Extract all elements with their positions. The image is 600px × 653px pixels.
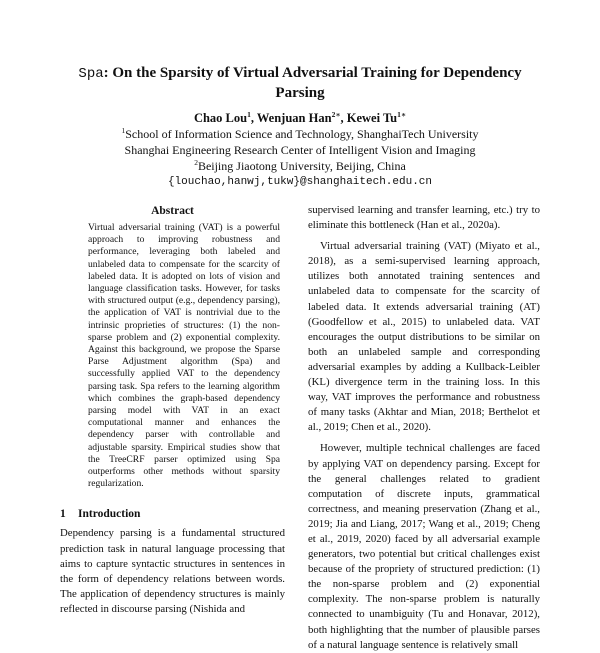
title-rest: : On the Sparsity of Virtual Adversarial Training for Dependency Parsing (103, 65, 522, 101)
author-name: Wenjuan Han (256, 111, 332, 125)
body-paragraph: supervised learning and transfer learning, etc.) try to eliminate this bottleneck (Han et al., 2020a). (308, 204, 540, 232)
author-superscript: 1∗ (397, 109, 407, 119)
affiliation-superscript: 2 (194, 158, 198, 167)
section-title: Introduction (78, 508, 141, 521)
intro-paragraph: Dependency parsing is a fundamental structured prediction task in natural language processing that aims to capture syntactic structures in sentences in the form of dependency relations between words. The application of dependency structures is mainly reflected in discourse parsing (Nishida and (60, 527, 285, 615)
body-paragraph: Virtual adversarial training (VAT) (Miyato et al., 2018), as a semi-supervised learning approach, utilizes both annotated training sentences and unlabeled data to compensate for the scarcity of labeled data. It extends adversarial training (AT) (Goodfellow et al., 2015) to unlabeled data. VAT encourages the output distributions to be similar on both an unlabeled sample and corresponding adversarial examples by adding a Kullback-Leibler (KL) divergence term in the training loss. In this way, VAT improves the performance and robustness of many tasks (Akhtar and Mian, 2018; Berthelot et al., 2019; Chen et al., 2020). (308, 240, 540, 434)
abstract-text: Virtual adversarial training (VAT) is a powerful approach to improving robustness and performance, leveraging both labeled and unlabeled data to compensate for the scarcity of labeled data. It is adopted on lots of vision and language classification tasks. However, for tasks with structured output (e.g., dependency parsing), the application of VAT is nontrivial due to the intrinsic proprieties of structures: (1) the non-sparse problem and (2) exponential complexity. Against this background, we propose the Sparse Parse Adjustment algorithm (Spa) and successfully applied VAT to the dependency parsing task. Spa refers to the learning algorithm which combines the graph-based dependency parsing model with VAT in an exact computational manner and enhances the dependency parser with controllable and adjustable sparsity. Empirical studies show that the TreeCRF parser optimized using Spa outperforms other methods without sparsity regularization. (88, 222, 280, 490)
body-paragraph: However, multiple technical challenges are faced by applying VAT on dependency parsing. Except for the general challenges related to gradient computation of discrete inputs, grammatical correctness, and meaning preservation (Zhang et al., 2019; Jia and Liang, 2017; Wang et al., 2019; Cheng et al., 2019, 2020) faced by all adversarial example generators, two potential but critical challenges exist because of the propriety of structured prediction: (1) the non-sparse problem and (2) exponential complexity. The non-sparse problem is naturally connected to unambiguity (Tu and Honavar, 2012), both highlighting that the number of plausible parses of a natural language sentence is relatively small (308, 442, 540, 651)
author-separator: , (340, 111, 347, 125)
section-heading (60, 506, 285, 522)
right-column (308, 203, 540, 653)
title-prefix: Spa (78, 66, 104, 82)
author-name: Kewei Tu (346, 111, 398, 125)
paper-title (60, 64, 540, 103)
affiliation-superscript: 1 (121, 126, 126, 135)
affiliation-line: $^1$School of Information Science and Technology, ShanghaiTech University (121, 126, 479, 141)
abstract-heading: Abstract (151, 205, 194, 217)
author-email: {louchao,hanwj,tukw}@shanghaitech.edu.cn (167, 176, 433, 188)
author-superscript: 1 (247, 109, 251, 119)
author-name: Chao Lou (193, 111, 248, 125)
author-separator: , (250, 111, 257, 125)
affiliation-line: $^2$Beijing Jiaotong University, Beijing, China (194, 158, 406, 173)
section-number: 1 (60, 508, 66, 521)
left-column (60, 203, 285, 617)
affiliations (60, 126, 540, 190)
author-superscript: 2∗ (331, 109, 341, 119)
author-list (60, 110, 540, 126)
affiliation-line: Shanghai Engineering Research Center of Intelligent Vision and Imaging (124, 143, 476, 157)
